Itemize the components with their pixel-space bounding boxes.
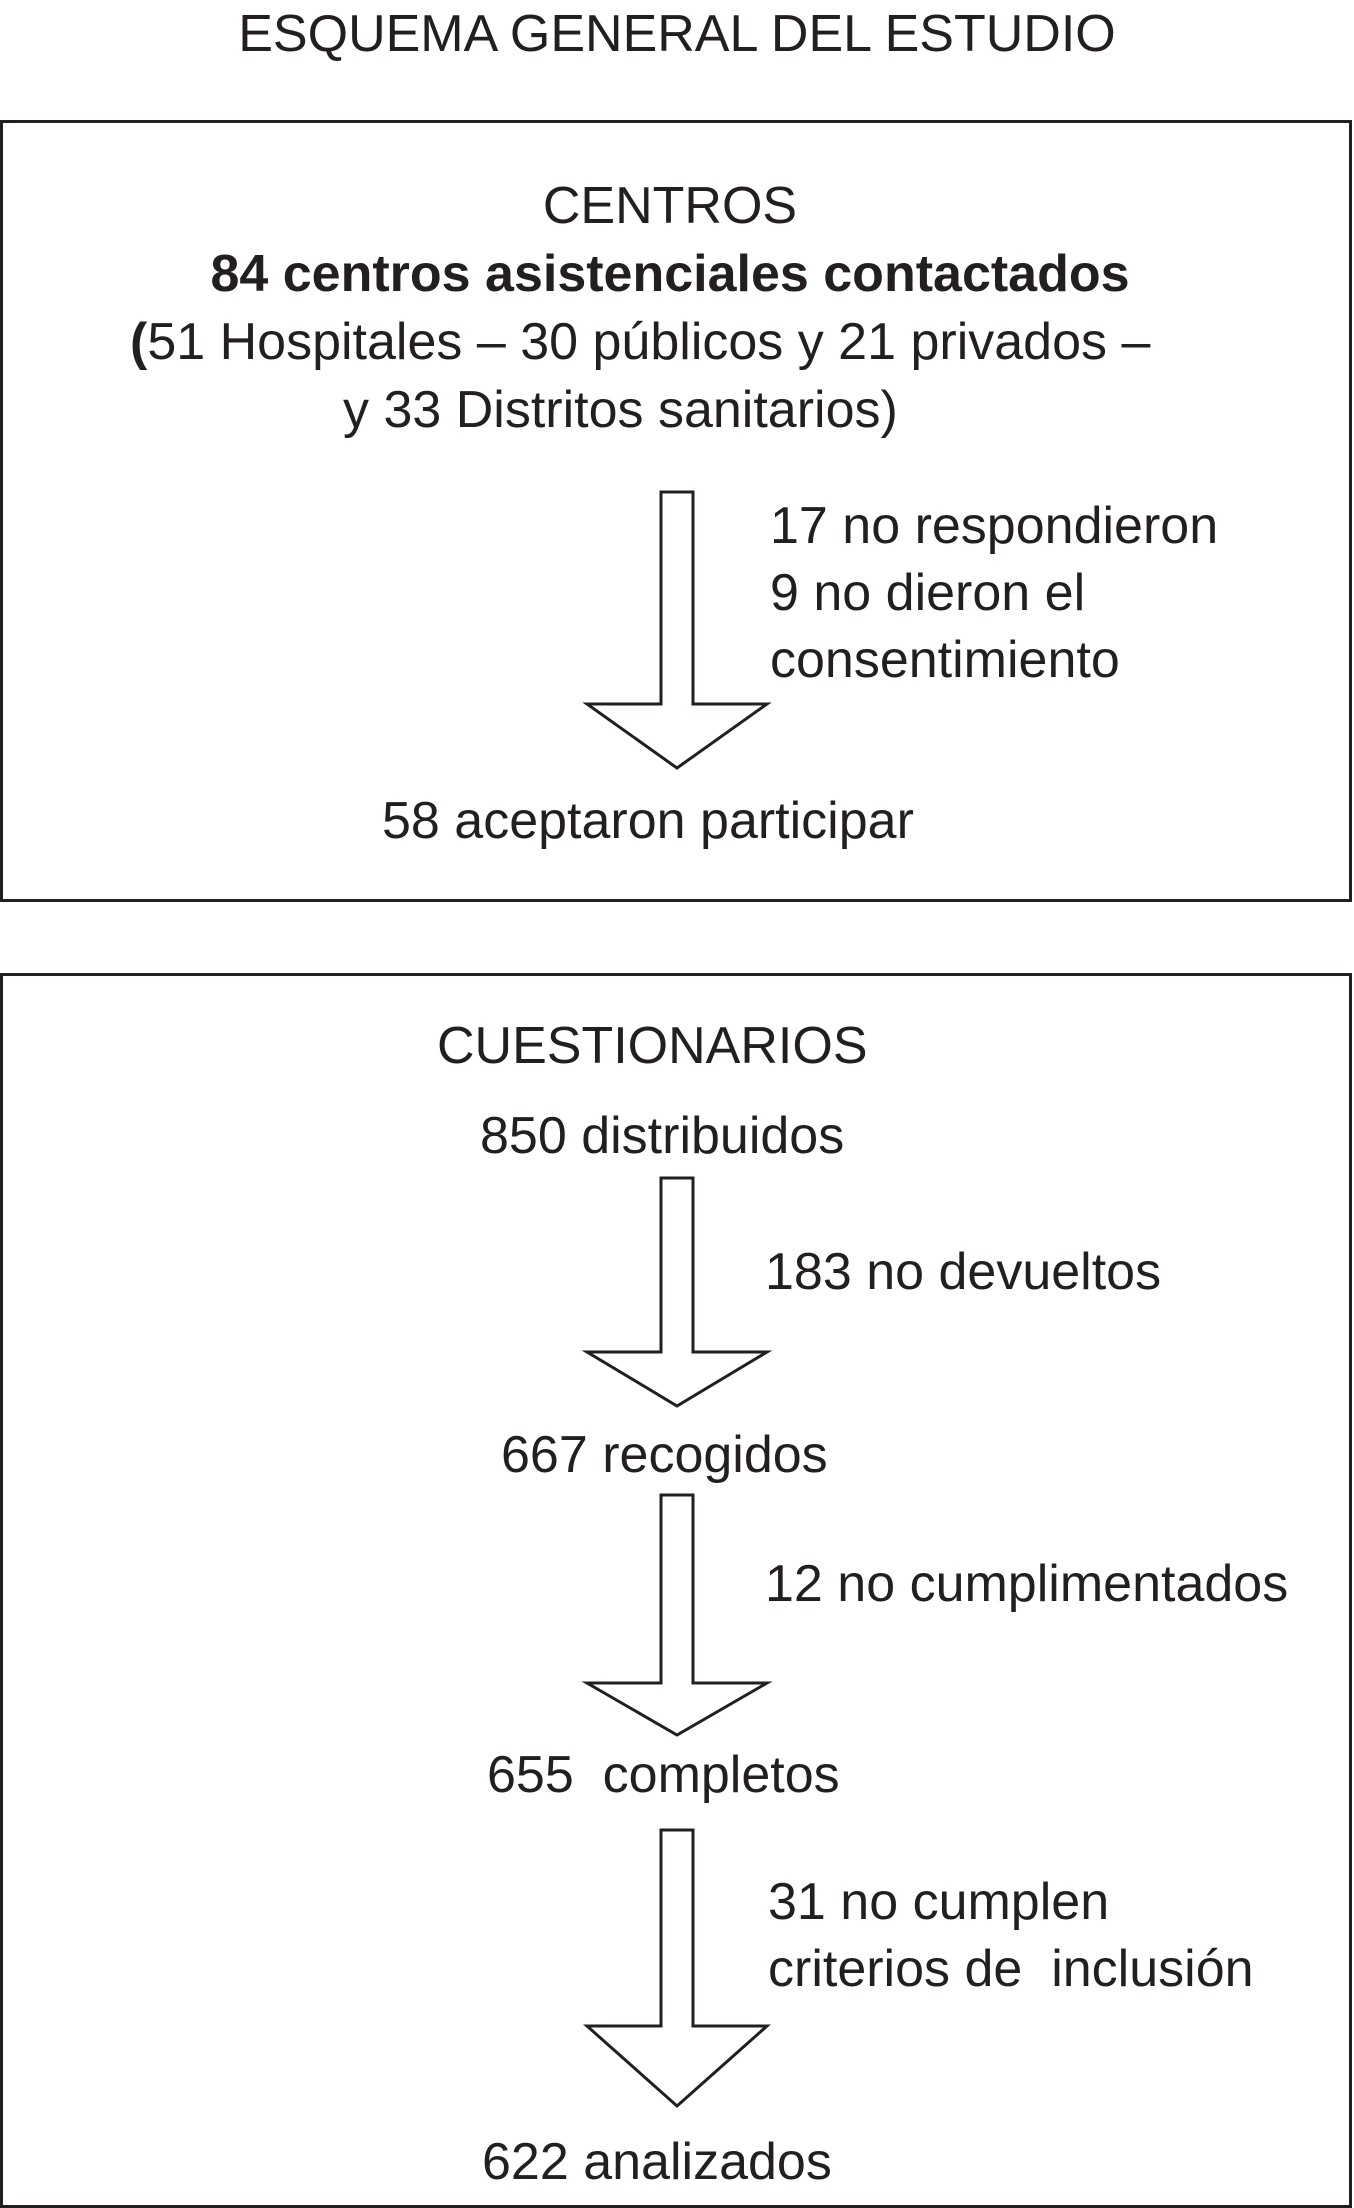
centros-detail-text: 51 Hospitales – 30 públicos y 21 privados – <box>147 313 1151 371</box>
cuestionarios-not-completed: 12 no cumplimentados <box>765 1555 1289 1613</box>
centros-excluded-line2: 9 no dieron el <box>770 564 1086 622</box>
cuestionarios-excluded-line2: criterios de inclusión <box>768 1940 1254 1998</box>
centros-detail-line2: y 33 Distritos sanitarios) <box>343 381 898 439</box>
centros-result: 58 aceptaron participar <box>382 792 914 850</box>
arrow-down-icon <box>587 492 767 768</box>
arrow-down-icon <box>587 1178 767 1406</box>
centros-contacted: 84 centros asistenciales contactados <box>210 245 1130 303</box>
cuestionarios-distributed: 850 distribuidos <box>480 1107 845 1165</box>
cuestionarios-heading: CUESTIONARIOS <box>437 1017 868 1075</box>
centros-excluded-line3: consentimiento <box>770 631 1120 689</box>
cuestionarios-collected: 667 recogidos <box>501 1426 828 1484</box>
centros-excluded-line1: 17 no respondieron <box>770 497 1219 555</box>
arrow-down-icon <box>587 1495 767 1735</box>
centros-detail-line1 <box>130 313 1151 371</box>
cuestionarios-complete: 655 completos <box>487 1746 840 1804</box>
cuestionarios-not-returned: 183 no devueltos <box>765 1243 1162 1301</box>
centros-heading: CENTROS <box>542 177 798 235</box>
diagram-title: ESQUEMA GENERAL DEL ESTUDIO <box>238 5 1116 63</box>
centros-detail-paren: ( <box>130 313 148 371</box>
arrow-down-icon <box>587 1830 767 2106</box>
cuestionarios-excluded-line1: 31 no cumplen <box>768 1873 1110 1931</box>
cuestionarios-analyzed: 622 analizados <box>482 2133 832 2191</box>
